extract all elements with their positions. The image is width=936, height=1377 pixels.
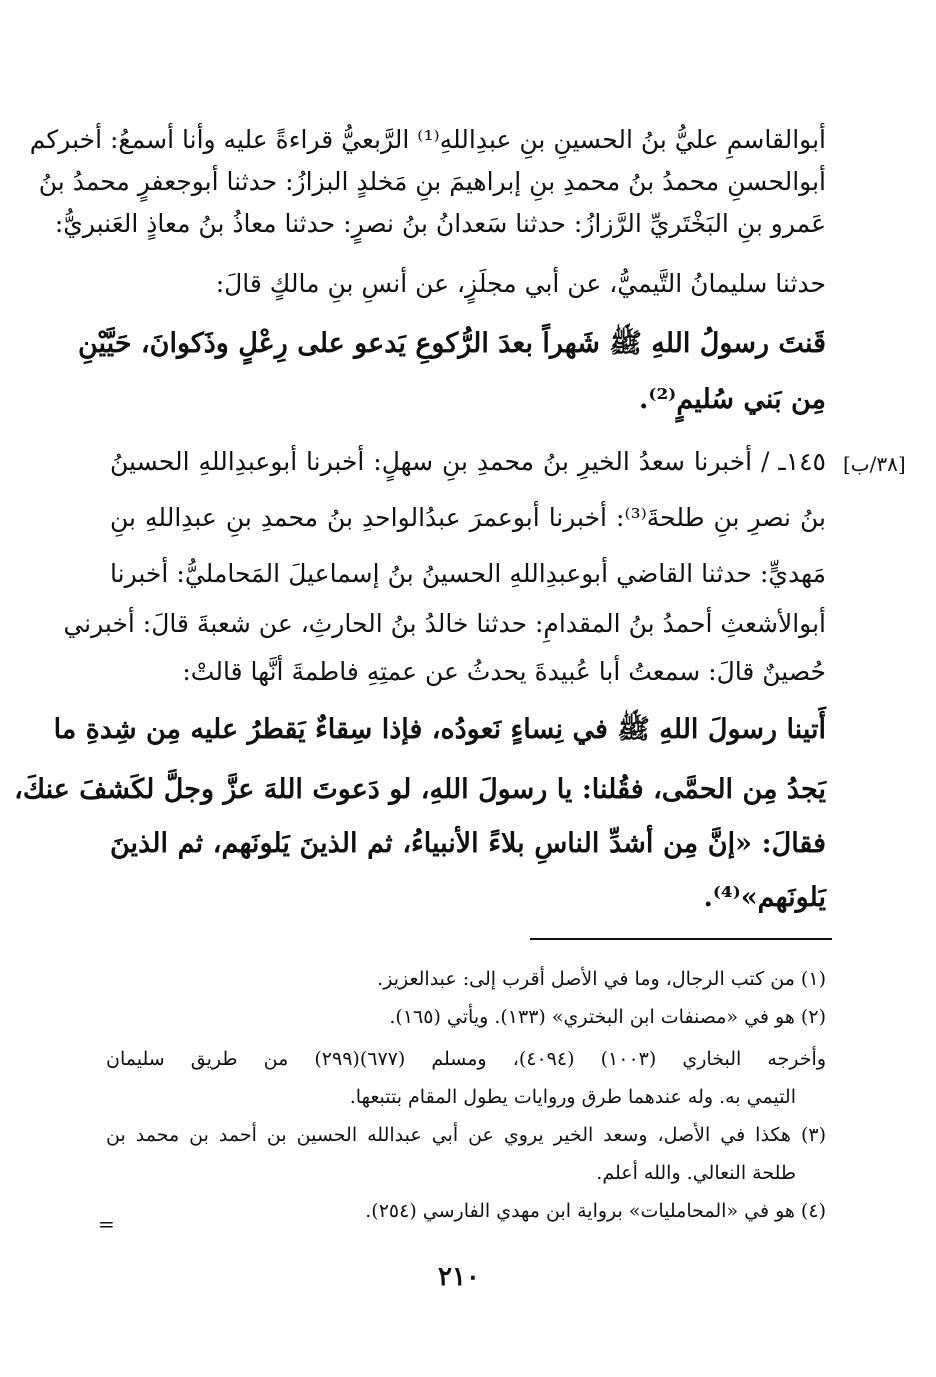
continuation-mark: = bbox=[98, 1212, 115, 1236]
footnote: طلحة النعالي. والله أعلم. bbox=[596, 1162, 796, 1184]
hadith-line: قَنتَ رسولُ اللهِ ﷺ شَهراً بعدَ الرُّكوعِ يَدعو على رِعْلٍ وذَكوانَ، حَيَّيْنِ bbox=[77, 328, 826, 359]
text-line: حُصينٌ قالَ: سمعتُ أبا عُبيدةَ يحدثُ عن عمتِهِ فاطمةَ أنَّها قالتْ: bbox=[182, 657, 826, 686]
hadith-line: فقالَ: «إنَّ مِن أشدِّ الناسِ بلاءً الأنبياءُ، ثم الذينَ يَلونَهم، ثم الذينَ bbox=[110, 828, 827, 859]
hadith-line: يَلونَهم»⁽⁴⁾. bbox=[703, 882, 826, 913]
manuscript-folio-marker: [٣٨/ب] bbox=[843, 452, 906, 476]
text-line: حدثنا سليمانُ التَّيميُّ، عن أبي مجلَزٍ، عن أنسِ بنِ مالكٍ قالَ: bbox=[215, 269, 826, 298]
footnote: (١) من كتب الرجال، وما في الأصل أقرب إلى: عبدالعزيز. bbox=[377, 968, 826, 990]
footnote: (٢) هو في «مصنفات ابن البختري» (١٣٣). ويأتي (١٦٥). bbox=[389, 1006, 826, 1028]
footnote: التيمي به. وله عندهما طرق وروايات يطول المقام بتتبعها. bbox=[349, 1086, 796, 1108]
text-line: عَمرو بنِ البَخْتَريِّ الرَّزازُ: حدثنا سَعدانُ بنُ نصرٍ: حدثنا معاذُ بنُ معاذٍ العَنبريُّ: bbox=[54, 209, 826, 238]
text-line: أبوالأشعثِ أحمدُ بنُ المقدامِ: حدثنا خالدُ بنُ الحارثِ، عن شعبةَ قالَ: أخبرني bbox=[63, 609, 826, 638]
text-line: ١٤٥ـ / أخبرنا سعدُ الخيرِ بنُ محمدِ بنِ سهلٍ: أخبرنا أبوعبدِاللهِ الحسينُ bbox=[110, 447, 826, 476]
footnote: (٤) هو في «المحامليات» برواية ابن مهدي الفارسي (٢٥٤). bbox=[365, 1200, 826, 1222]
page-number: ٢١٠ bbox=[438, 1262, 480, 1292]
text-line: أبوالقاسمِ عليُّ بنُ الحسينِ بنِ عبدِاللهِ⁽¹⁾ الرَّبعيُّ قراءةً عليه وأنا أسمعُ: أخبركم bbox=[29, 125, 826, 154]
hadith-line: مِن بَني سُليمٍ⁽²⁾. bbox=[639, 384, 826, 415]
footnote-divider bbox=[530, 938, 832, 940]
hadith-line: يَجدُ مِن الحمَّى، فقُلنا: يا رسولَ اللهِ، لو دَعوتَ اللهَ عزَّ وجلَّ لكَشفَ عنكَ، bbox=[14, 774, 826, 805]
text-line: مَهديٍّ: حدثنا القاضي أبوعبدِاللهِ الحسينُ بنُ إسماعيلَ المَحامليُّ: أخبرنا bbox=[110, 559, 826, 588]
footnote: (٣) هكذا في الأصل، وسعد الخير يروي عن أبي عبدالله الحسين بن أحمد بن محمد بن bbox=[106, 1124, 826, 1146]
text-line: أبوالحسنِ محمدُ بنُ محمدِ بنِ إبراهيمَ بنِ مَخلدٍ البزازُ: حدثنا أبوجعفرٍ محمدُ بنُ bbox=[38, 167, 826, 196]
text-line: بنُ نصرِ بنِ طلحةَ⁽³⁾: أخبرنا أبوعمرَ عبدُالواحدِ بنُ محمدِ بنِ عبدِاللهِ بنِ bbox=[110, 503, 827, 532]
hadith-line: أَتينا رسولَ اللهِ ﷺ في نِساءٍ نَعودُه، فإذا سِقاءٌ يَقطرُ عليه مِن شِدةِ ما bbox=[53, 714, 826, 745]
footnote: وأخرجه البخاري (١٠٠٣) (٤٠٩٤)، ومسلم (٦٧٧)(٢٩٩) من طريق سليمان bbox=[106, 1048, 826, 1070]
